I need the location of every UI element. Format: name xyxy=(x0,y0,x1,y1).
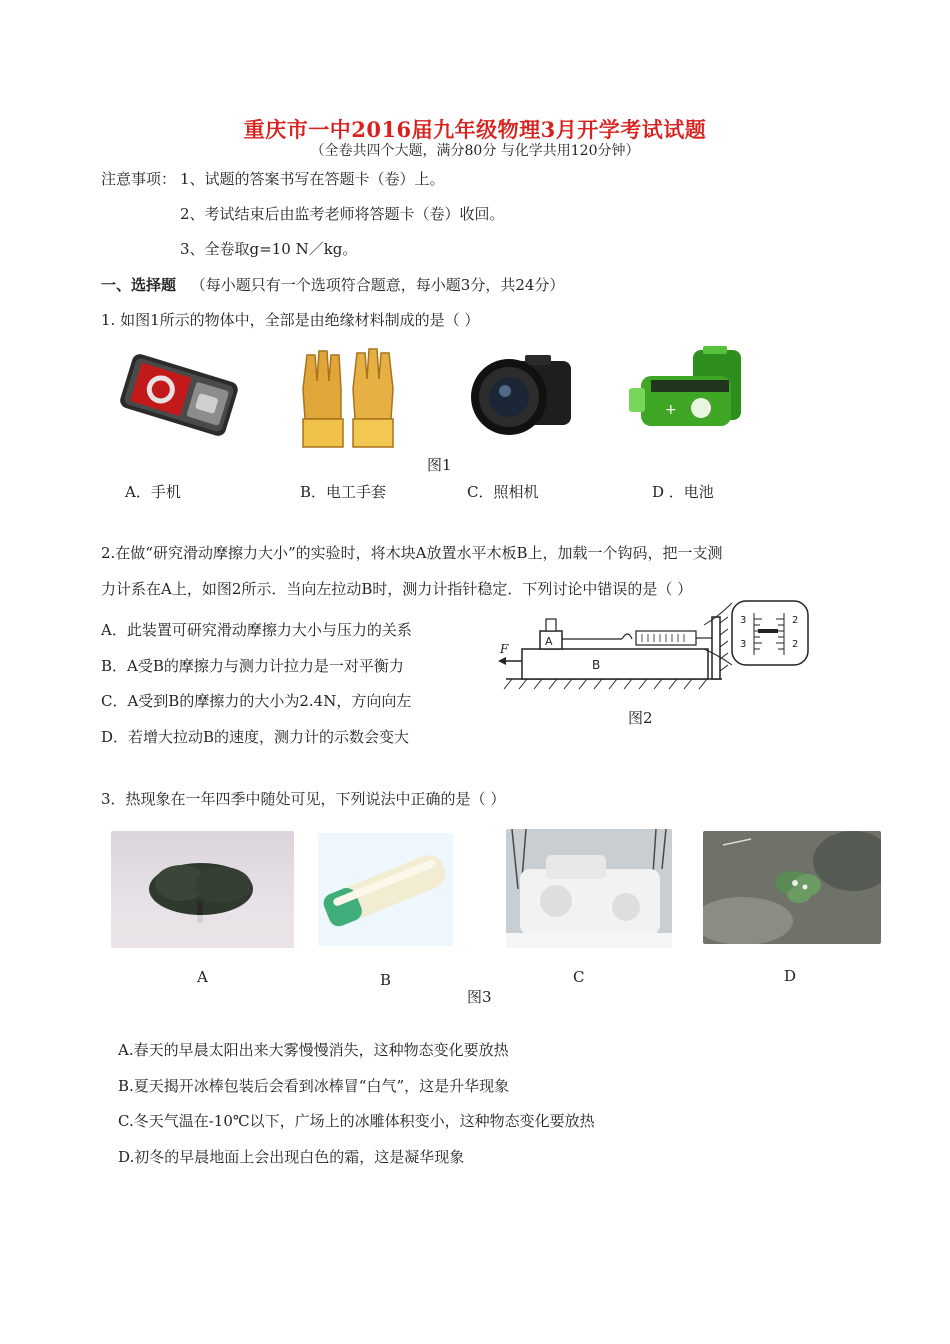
popsicle-image xyxy=(318,833,453,946)
section-description: （每小题只有一个选项符合题意，每小题3分，共24分） xyxy=(190,276,565,294)
q3-option-b: B.夏天揭开冰棒包装后会看到冰棒冒“白气”，这是升华现象 xyxy=(118,1077,510,1095)
svg-text:+: + xyxy=(665,402,677,418)
notes-label: 注意事项： xyxy=(101,170,177,188)
q2-option-b: B．A受B的摩擦力与测力计拉力是一对平衡力 xyxy=(101,657,404,675)
question-2-stem-line2: 力计系在A上，如图2所示．当向左拉动B时，测力计指针稳定．下列讨论中错误的是（ ） xyxy=(101,580,693,598)
page-subtitle: （全卷共四个大题，满分80分 与化学共用120分钟） xyxy=(310,143,640,159)
ice-sculpture-image xyxy=(506,829,672,948)
force-f-label: F xyxy=(500,642,509,656)
battery-image xyxy=(621,346,757,440)
fog-tree-image xyxy=(111,831,294,948)
q1-option-a: A．手机 xyxy=(125,483,181,501)
image-label-b: B xyxy=(380,971,392,989)
figure-2-caption: 图2 xyxy=(628,709,653,727)
figure-3-caption: 图3 xyxy=(467,988,492,1006)
note-item: 1、试题的答案书写在答题卡（卷）上。 xyxy=(180,170,445,188)
section-heading: 一、选择题 xyxy=(101,276,177,294)
q1-option-d: D ．电池 xyxy=(652,483,714,501)
question-2-stem-line1: 2.在做“研究滑动摩擦力大小”的实验时，将木块A放置水平木板B上，加载一个钩码，把一支测 xyxy=(101,544,723,562)
scale-label-right: 2 xyxy=(792,615,799,626)
image-label-a: A xyxy=(197,968,208,986)
scale-label-right: 2 xyxy=(792,639,799,650)
q2-option-d: D．若增大拉动B的速度，测力计的示数会变大 xyxy=(101,728,410,746)
q1-option-c: C．照相机 xyxy=(467,483,539,501)
q3-option-d: D.初冬的早晨地面上会出现白色的霜，这是凝华现象 xyxy=(118,1148,465,1166)
scale-label-left: 3 xyxy=(740,639,747,650)
q2-option-c: C．A受到B的摩擦力的大小为2.4N，方向向左 xyxy=(101,692,412,710)
frost-leaf-image xyxy=(703,831,881,944)
figure-1-caption: 图1 xyxy=(427,456,452,474)
scale-label-left: 3 xyxy=(740,615,747,626)
image-label-c: C xyxy=(573,968,585,986)
gloves-image xyxy=(297,345,399,449)
q3-option-a: A.春天的早晨太阳出来大雾慢慢消失，这种物态变化要放热 xyxy=(118,1041,509,1059)
note-item: 3、全卷取g=10 N／kg。 xyxy=(180,240,358,258)
page-title: 重庆市一中2016届九年级物理3月开学考试试题 xyxy=(243,117,707,142)
friction-experiment-diagram xyxy=(492,599,810,709)
block-a-label: A xyxy=(545,635,553,648)
q1-option-b: B．电工手套 xyxy=(300,483,387,501)
question-1-stem: 1. 如图1所示的物体中，全部是由绝缘材料制成的是（ ） xyxy=(101,311,480,329)
q2-option-a: A．此装置可研究滑动摩擦力大小与压力的关系 xyxy=(101,621,412,639)
board-b-label: B xyxy=(592,658,601,672)
note-item: 2、考试结束后由监考老师将答题卡（卷）收回。 xyxy=(180,205,505,223)
question-3-stem: 3．热现象在一年四季中随处可见，下列说法中正确的是（ ） xyxy=(101,790,506,808)
camera-image xyxy=(465,351,577,443)
image-label-d: D xyxy=(784,967,797,985)
phone-image xyxy=(116,347,242,443)
q3-option-c: C.冬天气温在-10℃以下，广场上的冰雕体积变小，这种物态变化要放热 xyxy=(118,1112,595,1130)
